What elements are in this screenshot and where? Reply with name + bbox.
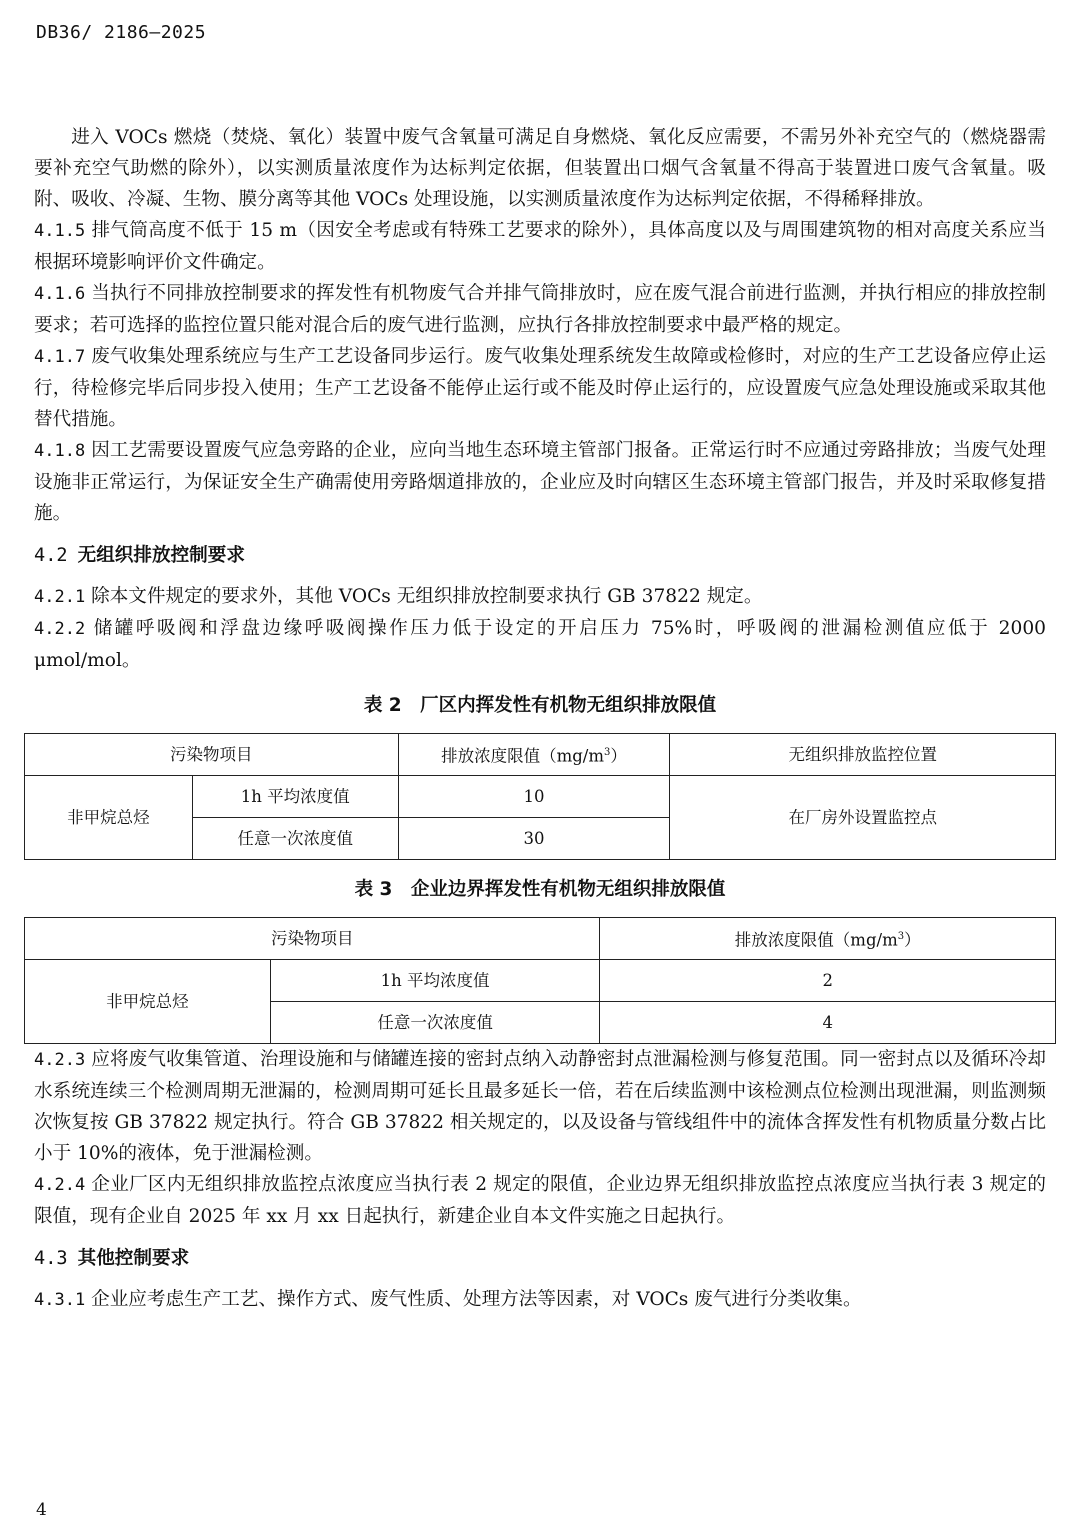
clause-4-1-6: [34, 278, 1046, 341]
header-limit: [600, 918, 1056, 960]
header-pollutant: 污染物项目: [25, 734, 399, 776]
clause-4-1-7: [34, 341, 1046, 435]
clause-text: 废气收集处理系统应与生产工艺设备同步运行。废气收集处理系统发生故障或检修时，对应的生产工艺设备应停止运行，待检修完毕后同步投入使用；生产工艺设备不能停止运行或不能及时停止运行的，应设置废气应急处理设施或采取其他替代措施。: [34, 346, 1046, 430]
table-header-row: [25, 734, 1056, 776]
header-limit-close: ）: [610, 746, 627, 766]
clauses-4-3: [34, 1284, 1046, 1316]
clause-text: 储罐呼吸阀和浮盘边缘呼吸阀操作压力低于设定的开启压力 75%时，呼吸阀的泄漏检测值应低于 2000 μmol/mol。: [34, 618, 1046, 671]
clause-4-3-1: [34, 1284, 1046, 1316]
clauses-4-2a: [34, 581, 1046, 676]
table-2-caption: 表 2 厂区内挥发性有机物无组织排放限值: [363, 695, 717, 716]
clause-number: 4.2.1: [34, 587, 86, 607]
clause-4-2-3: [34, 1044, 1046, 1169]
table-3-caption: 表 3 企业边界挥发性有机物无组织排放限值: [354, 879, 726, 900]
clause-4-1-8: [34, 435, 1046, 529]
page-number: 4: [36, 1500, 47, 1520]
clause-text: 企业厂区内无组织排放监控点浓度应当执行表 2 规定的限值，企业边界无组织排放监控点浓度应当执行表 3 规定的限值，现有企业自 2025 年 xx 月 xx 日起执行，新建企业自本文件实施之日起执行。: [34, 1174, 1046, 1227]
item-cell: 任意一次浓度值: [192, 818, 398, 860]
paragraph-intro: 进入 VOCs 燃烧（焚烧、氧化）装置中废气含氧量可满足自身燃烧、氧化反应需要，不需另外补充空气的（燃烧器需要补充空气助燃的除外），以实测质量浓度作为达标判定依据，但装置出口烟气含氧量不得高于装置进口废气含氧量。吸附、吸收、冷凝、生物、膜分离等其他 VOCs 处理设施，以实测质量浓度作为达标判定依据，不得稀释排放。: [34, 127, 1046, 210]
value-cell: 10: [398, 776, 670, 818]
pollutant-cell: 非甲烷总烃: [25, 776, 193, 860]
clause-number: 4.2.2: [34, 619, 86, 639]
document-body: [34, 122, 1046, 1316]
section-number: 4.3: [34, 1248, 68, 1269]
clause-number: 4.1.5: [34, 221, 86, 241]
clause-4-2-2: [34, 613, 1046, 676]
header-limit-text: 排放浓度限值（mg/m: [441, 746, 605, 766]
item-cell: 1h 平均浓度值: [270, 960, 600, 1002]
unit-superscript: 3: [604, 747, 611, 759]
section-heading-4-2: [34, 540, 1046, 571]
clause-number: 4.2.4: [34, 1175, 86, 1195]
clause-number: 4.1.6: [34, 284, 86, 304]
section-number: 4.2: [34, 545, 68, 566]
clause-text: 除本文件规定的要求外，其他 VOCs 无组织排放控制要求执行 GB 37822 规定。: [91, 586, 763, 607]
clause-text: 企业应考虑生产工艺、操作方式、废气性质、处理方法等因素，对 VOCs 废气进行分类收集。: [91, 1289, 862, 1310]
clause-number: 4.2.3: [34, 1050, 86, 1070]
section-title: 无组织排放控制要求: [77, 545, 245, 566]
clauses-4-1: [34, 215, 1046, 529]
header-limit: [398, 734, 670, 776]
clause-4-2-1: [34, 581, 1046, 613]
unit-superscript: 3: [897, 931, 905, 943]
table-row: [25, 776, 1056, 818]
clause-text: 应将废气收集管道、治理设施和与储罐连接的密封点纳入动静密封点泄漏检测与修复范围。同一密封点以及循环冷却水系统连续三个检测周期无泄漏的，检测周期可延长且最多延长一倍，若在后续监测中该检测点位检测出现泄漏，则监测频次恢复按 GB 37822 规定执行。符合 GB 37822 相关规定的，以及设备与管线组件中的流体含挥发性有机物质量分数占比小于 10%的液体，免于泄漏检测。: [34, 1049, 1046, 1164]
clause-number: 4.3.1: [34, 1290, 86, 1310]
table-header-row: [25, 918, 1056, 960]
clause-number: 4.1.8: [34, 441, 86, 461]
table-row: [25, 960, 1056, 1002]
clause-4-1-5: [34, 215, 1046, 278]
value-cell: 30: [398, 818, 670, 860]
header-limit-text: 排放浓度限值（mg/m: [734, 930, 898, 950]
table-2: [24, 733, 1056, 860]
value-cell: 2: [600, 960, 1056, 1002]
item-cell: 任意一次浓度值: [270, 1002, 600, 1044]
location-cell: 在厂房外设置监控点: [670, 776, 1056, 860]
clause-text: 当执行不同排放控制要求的挥发性有机物废气合并排气筒排放时，应在废气混合前进行监测，并执行相应的排放控制要求；若可选择的监控位置只能对混合后的废气进行监测，应执行各排放控制要求中最严格的规定。: [34, 283, 1046, 336]
header-limit-close: ）: [904, 930, 921, 950]
section-heading-4-3: [34, 1243, 1046, 1274]
pollutant-cell: 非甲烷总烃: [25, 960, 271, 1044]
header-location: 无组织排放监控位置: [670, 734, 1056, 776]
clause-text: 排气筒高度不低于 15 m（因安全考虑或有特殊工艺要求的除外），具体高度以及与周围建筑物的相对高度关系应当根据环境影响评价文件确定。: [34, 220, 1046, 273]
clause-number: 4.1.7: [34, 347, 86, 367]
header-pollutant: 污染物项目: [25, 918, 600, 960]
table-3: [24, 917, 1056, 1044]
section-title: 其他控制要求: [77, 1248, 190, 1269]
standard-number: DB36/ 2186—2025: [36, 22, 207, 43]
clause-text: 因工艺需要设置废气应急旁路的企业，应向当地生态环境主管部门报备。正常运行时不应通过旁路排放；当废气处理设施非正常运行，为保证安全生产确需使用旁路烟道排放的，企业应及时向辖区生态环境主管部门报告，并及时采取修复措施。: [34, 440, 1046, 524]
clause-4-2-4: [34, 1169, 1046, 1232]
value-cell: 4: [600, 1002, 1056, 1044]
clauses-4-2b: [34, 1044, 1046, 1232]
item-cell: 1h 平均浓度值: [192, 776, 398, 818]
